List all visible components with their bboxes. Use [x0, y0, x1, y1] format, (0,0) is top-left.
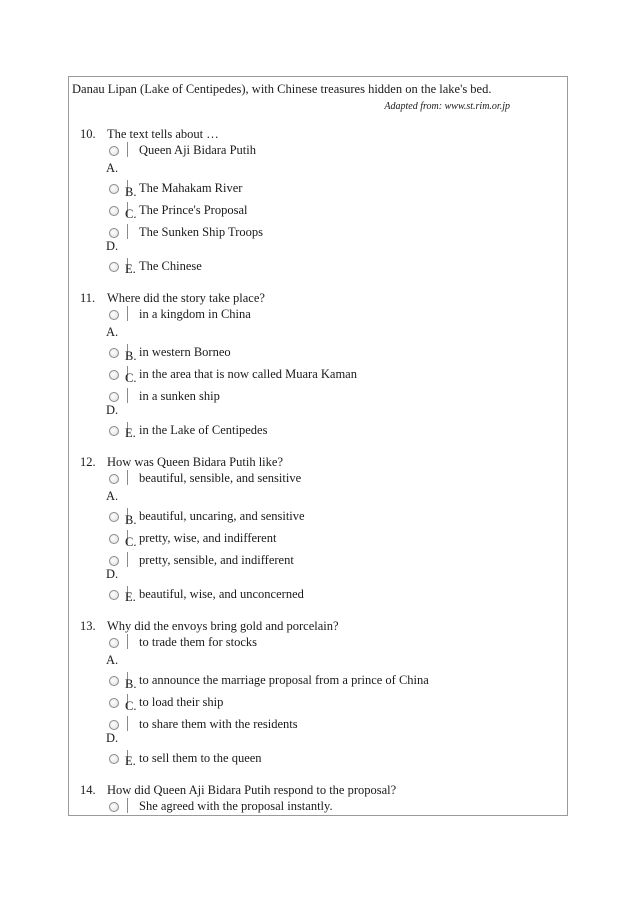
- option-letter-c: C.: [125, 207, 137, 221]
- radio-option-b-icon[interactable]: [109, 348, 119, 358]
- option-a-label[interactable]: Queen Aji Bidara Putih: [139, 143, 256, 157]
- question-text: How did Queen Aji Bidara Putih respond to the proposal?: [107, 783, 397, 797]
- question-number: 14.: [80, 783, 96, 797]
- source-citation: Adapted from: www.st.rim.or.jp: [384, 101, 510, 112]
- option-letter-c: C.: [125, 535, 137, 549]
- radio-option-a-icon[interactable]: [109, 146, 119, 156]
- option-letter-b: B.: [125, 185, 137, 199]
- option-letter-e: E.: [125, 754, 136, 768]
- option-divider: [127, 306, 128, 321]
- option-letter-a: A.: [106, 161, 119, 175]
- question-text: The text tells about …: [107, 127, 219, 141]
- option-divider: [127, 716, 128, 731]
- option-divider: [127, 142, 128, 157]
- radio-option-c-icon[interactable]: [109, 534, 119, 544]
- option-c-label[interactable]: The Prince's Proposal: [139, 203, 248, 217]
- option-e-label[interactable]: beautiful, wise, and unconcerned: [139, 587, 304, 601]
- radio-option-d-icon[interactable]: [109, 228, 119, 238]
- option-a-label[interactable]: beautiful, sensible, and sensitive: [139, 471, 302, 485]
- option-d-label[interactable]: The Sunken Ship Troops: [139, 225, 263, 239]
- option-letter-b: B.: [125, 677, 137, 691]
- option-e-label[interactable]: to sell them to the queen: [139, 751, 262, 765]
- option-letter-c: C.: [125, 699, 137, 713]
- option-letter-e: E.: [125, 262, 136, 276]
- question-text: Why did the envoys bring gold and porcelain?: [107, 619, 339, 633]
- option-letter-d: D.: [106, 567, 119, 581]
- option-divider: [127, 470, 128, 485]
- option-letter-d: D.: [106, 239, 119, 253]
- question-number: 11.: [80, 291, 96, 305]
- question-number: 13.: [80, 619, 96, 633]
- option-c-label[interactable]: in the area that is now called Muara Kaman: [139, 367, 357, 381]
- option-e-label[interactable]: in the Lake of Centipedes: [139, 423, 268, 437]
- radio-option-e-icon[interactable]: [109, 426, 119, 436]
- radio-option-a-icon[interactable]: [109, 802, 119, 812]
- radio-option-e-icon[interactable]: [109, 590, 119, 600]
- option-letter-a: A.: [106, 653, 119, 667]
- option-divider: [127, 634, 128, 649]
- option-letter-d: D.: [106, 403, 119, 417]
- question-text: Where did the story take place?: [107, 291, 265, 305]
- radio-option-b-icon[interactable]: [109, 512, 119, 522]
- option-e-label[interactable]: The Chinese: [139, 259, 202, 273]
- radio-option-c-icon[interactable]: [109, 698, 119, 708]
- option-divider: [127, 224, 128, 239]
- option-b-label[interactable]: in western Borneo: [139, 345, 231, 359]
- option-letter-c: C.: [125, 371, 137, 385]
- option-d-label[interactable]: to share them with the residents: [139, 717, 298, 731]
- option-letter-a: A.: [106, 489, 119, 503]
- option-b-label[interactable]: to announce the marriage proposal from a prince of China: [139, 673, 429, 687]
- option-c-label[interactable]: to load their ship: [139, 695, 224, 709]
- option-divider: [127, 388, 128, 403]
- radio-option-a-icon[interactable]: [109, 310, 119, 320]
- option-d-label[interactable]: in a sunken ship: [139, 389, 220, 403]
- option-letter-b: B.: [125, 349, 137, 363]
- option-b-label[interactable]: beautiful, uncaring, and sensitive: [139, 509, 305, 523]
- radio-option-e-icon[interactable]: [109, 262, 119, 272]
- option-a-label[interactable]: in a kingdom in China: [139, 307, 251, 321]
- radio-option-b-icon[interactable]: [109, 184, 119, 194]
- radio-option-c-icon[interactable]: [109, 206, 119, 216]
- passage-last-line: Danau Lipan (Lake of Centipedes), with Chinese treasures hidden on the lake's bed.: [72, 82, 492, 96]
- radio-option-b-icon[interactable]: [109, 676, 119, 686]
- option-letter-a: A.: [106, 325, 119, 339]
- option-letter-e: E.: [125, 590, 136, 604]
- option-a-label[interactable]: to trade them for stocks: [139, 635, 258, 649]
- radio-option-d-icon[interactable]: [109, 392, 119, 402]
- option-letter-e: E.: [125, 426, 136, 440]
- option-a-label[interactable]: She agreed with the proposal instantly.: [139, 799, 333, 813]
- question-number: 10.: [80, 127, 96, 141]
- option-b-label[interactable]: The Mahakam River: [139, 181, 243, 195]
- option-divider: [127, 798, 128, 813]
- question-text: How was Queen Bidara Putih like?: [107, 455, 284, 469]
- radio-option-d-icon[interactable]: [109, 720, 119, 730]
- option-letter-b: B.: [125, 513, 137, 527]
- option-c-label[interactable]: pretty, wise, and indifferent: [139, 531, 277, 545]
- question-number: 12.: [80, 455, 96, 469]
- option-divider: [127, 552, 128, 567]
- radio-option-a-icon[interactable]: [109, 474, 119, 484]
- radio-option-c-icon[interactable]: [109, 370, 119, 380]
- radio-option-d-icon[interactable]: [109, 556, 119, 566]
- option-d-label[interactable]: pretty, sensible, and indifferent: [139, 553, 294, 567]
- option-letter-d: D.: [106, 731, 119, 745]
- radio-option-a-icon[interactable]: [109, 638, 119, 648]
- radio-option-e-icon[interactable]: [109, 754, 119, 764]
